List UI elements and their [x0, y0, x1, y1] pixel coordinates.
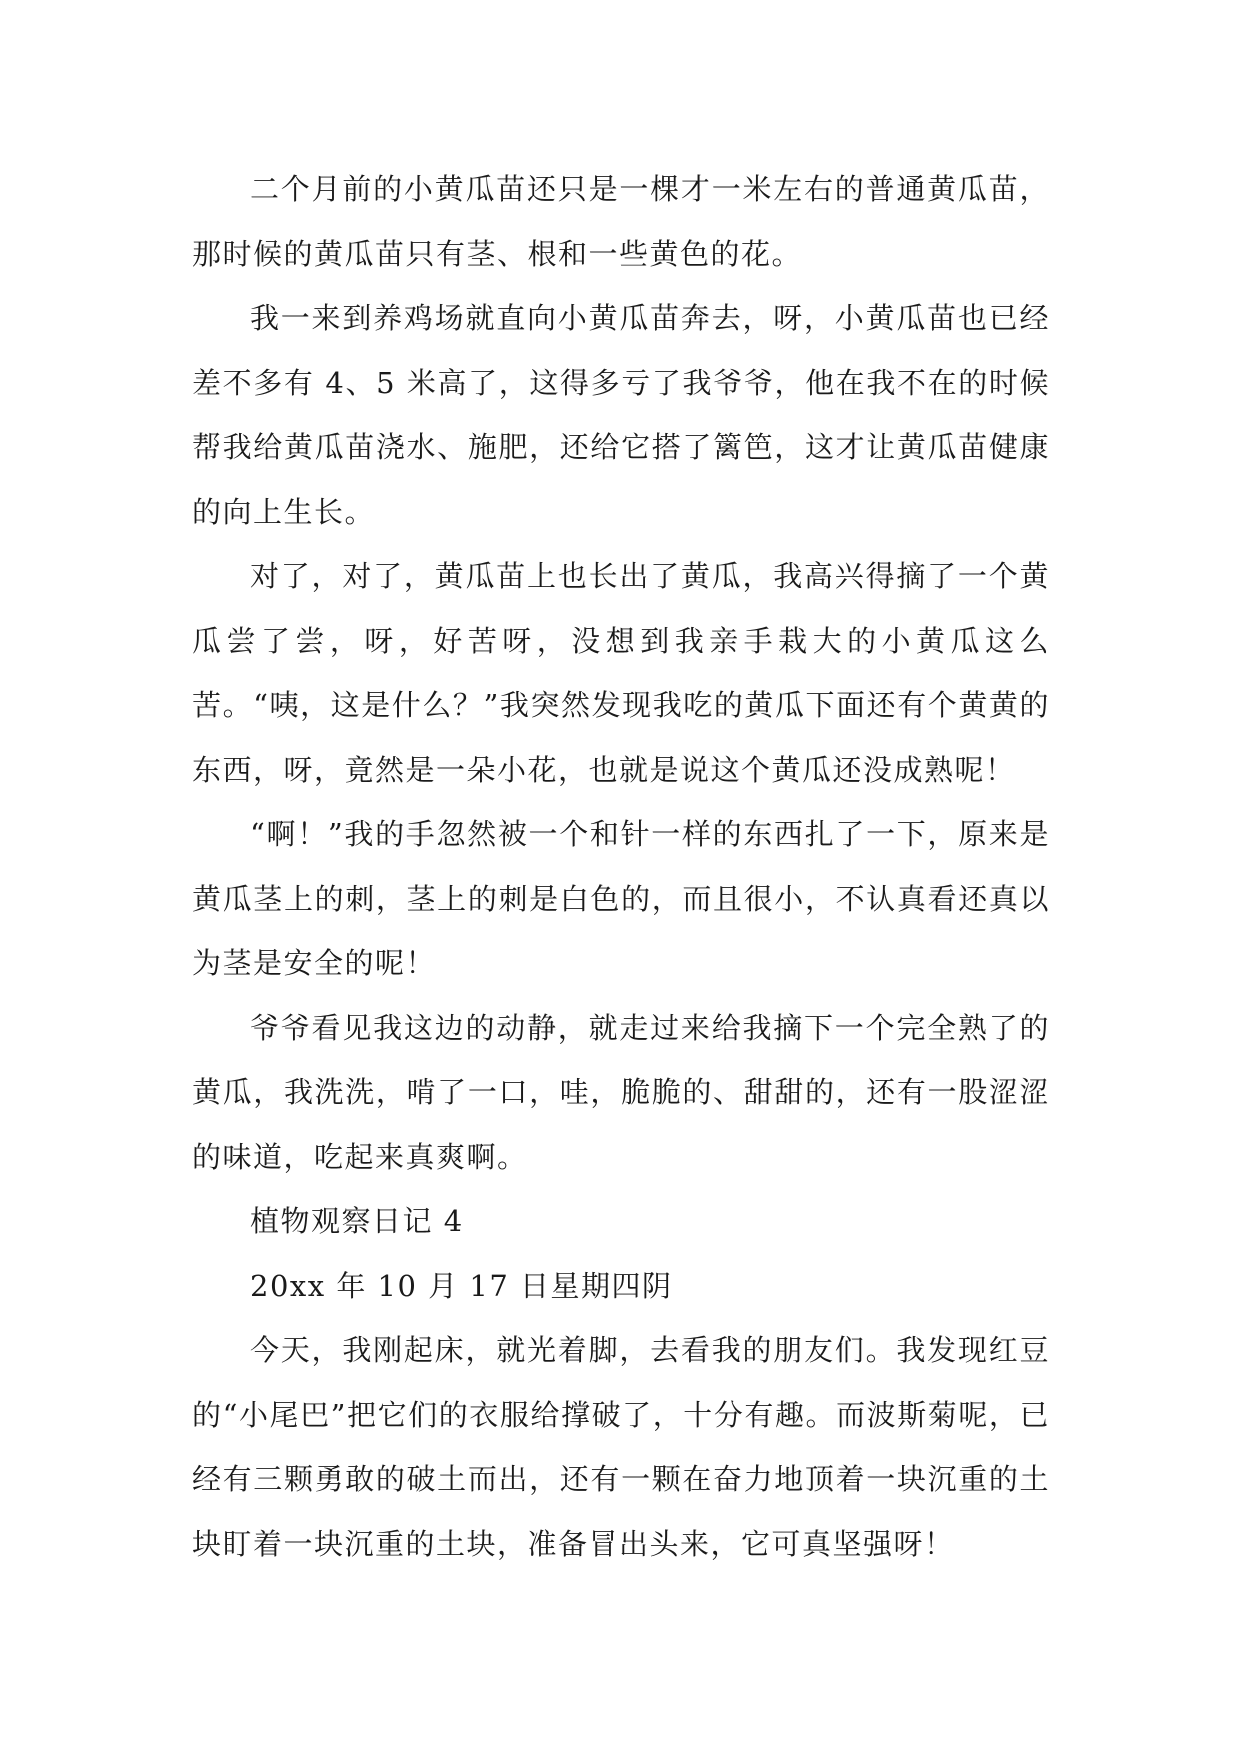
paragraph-cucumber-seedling: 二个月前的小黄瓜苗还只是一棵才一米左右的普通黄瓜苗，那时候的黄瓜苗只有茎、根和一些黄色的花。 — [192, 172, 1050, 271]
paragraph-grandpa: 爷爷看见我这边的动静，就走过来给我摘下一个完全熟了的黄瓜，我洗洗，啃了一口，哇，脆脆的、甜甜的，还有一股涩涩的味道，吃起来真爽啊。 — [192, 1010, 1050, 1174]
paragraph-chicken-farm: 我一来到养鸡场就直向小黄瓜苗奔去，呀，小黄瓜苗也已经差不多有 4、5 米高了，这得多亏了我爷爷，他在我不在的时候帮我给黄瓜苗浇水、施肥，还给它搭了篱笆，这才让黄瓜苗健康的向上生长。 — [192, 301, 1050, 529]
paragraph-first-cucumber: 对了，对了，黄瓜苗上也长出了黄瓜，我高兴得摘了一个黄瓜尝了尝，呀，好苦呀，没想到我亲手栽大的小黄瓜这么苦。“咦，这是什么？”我突然发现我吃的黄瓜下面还有个黄黄的东西，呀，竟然是一朵小花，也就是说这个黄瓜还没成熟呢！ — [192, 559, 1050, 787]
paragraph-thorn: “啊！”我的手忽然被一个和针一样的东西扎了一下，原来是黄瓜茎上的刺，茎上的刺是白色的，而且很小，不认真看还真以为茎是安全的呢！ — [192, 817, 1050, 980]
diary-title: 植物观察日记 4 — [250, 1204, 464, 1238]
paragraph-red-beans: 今天，我刚起床，就光着脚，去看我的朋友们。我发现红豆的“小尾巴”把它们的衣服给撑破了，十分有趣。而波斯菊呢，已经有三颗勇敢的破土而出，还有一颗在奋力地顶着一块沉重的土块盯着一块沉重的土块，准备冒出头来，它可真坚强呀！ — [192, 1333, 1050, 1561]
diary-date: 20xx 年 10 月 17 日星期四阴 — [250, 1268, 673, 1303]
document-page — [192, 157, 1050, 1576]
